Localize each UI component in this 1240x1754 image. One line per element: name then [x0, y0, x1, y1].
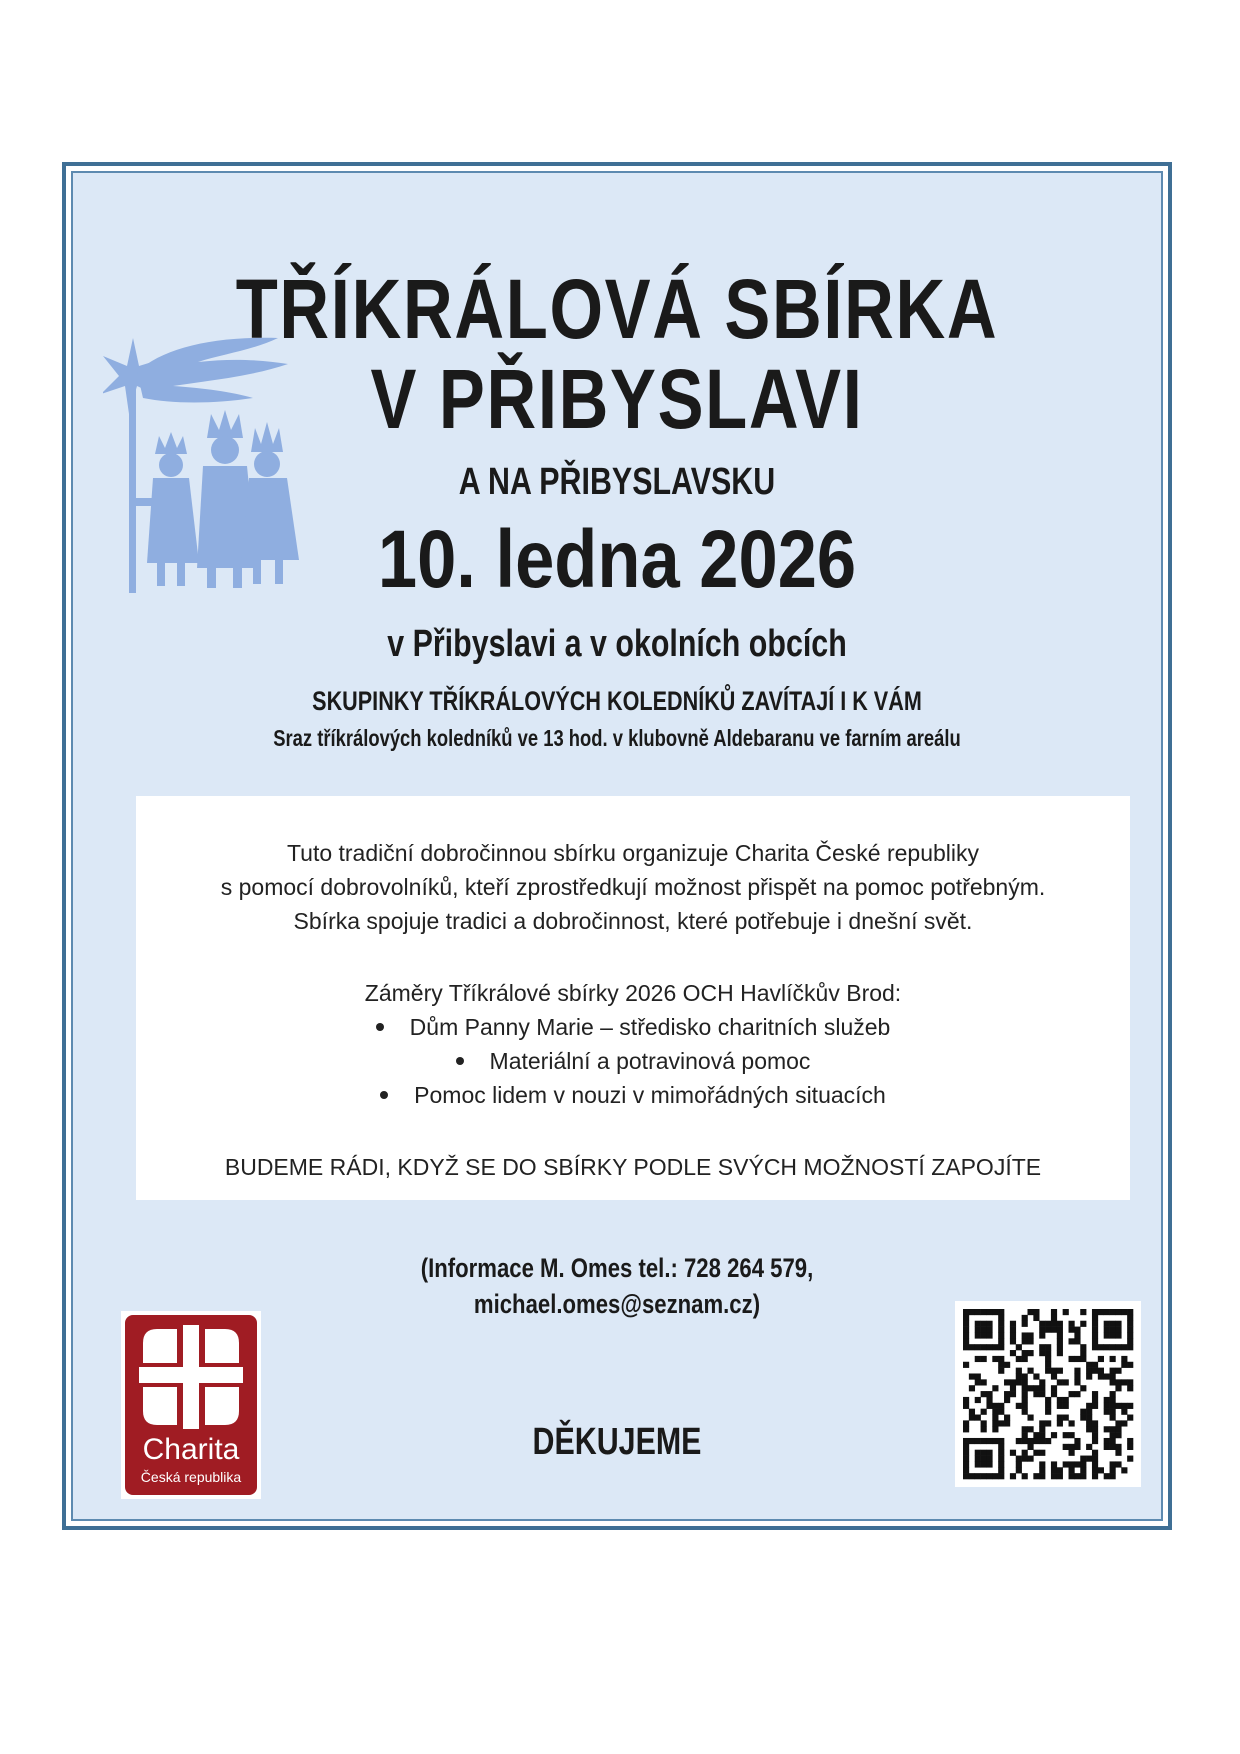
qr-code-icon — [955, 1301, 1141, 1487]
event-place: v Přibyslavi a v okolních obcích — [387, 623, 847, 665]
list-item — [136, 1078, 1130, 1112]
intro-line: s pomocí dobrovolníků, kteří zprostředkují možnost přispět na pomoc potřebným. — [220, 874, 1046, 900]
poster-background — [71, 171, 1163, 1521]
qr-code — [955, 1301, 1141, 1487]
aims-list — [136, 1010, 1130, 1112]
intro-paragraph — [136, 836, 1130, 938]
contact-info — [171, 1250, 1063, 1322]
bullet-icon — [376, 1023, 384, 1031]
cross-icon — [125, 1315, 257, 1435]
contact-line-email: michael.omes@seznam.cz) — [473, 1289, 761, 1319]
bullet-icon — [456, 1057, 464, 1065]
list-item — [136, 1010, 1130, 1044]
poster-subtitle: A NA PŘIBYSLAVSKU — [458, 461, 776, 503]
meeting-info: Sraz tříkrálových koledníků ve 13 hod. v klubovně Aldebaranu ve farním areálu — [273, 725, 961, 751]
intro-line: Sbírka spojuje tradici a dobročinnost, které potřebuje i dnešní svět. — [293, 908, 973, 934]
aims-heading: Záměry Tříkrálové sbírky 2026 OCH Havlíčkův Brod: — [364, 980, 902, 1006]
aim-label: Materiální a potravinová pomoc — [489, 1048, 811, 1074]
info-box — [136, 796, 1130, 1200]
aim-label: Dům Panny Marie – středisko charitních služeb — [409, 1014, 891, 1040]
thanks-text: DĚKUJEME — [532, 1421, 702, 1463]
charita-cross-logo — [125, 1315, 257, 1495]
poster-frame — [62, 162, 1172, 1530]
charita-logo — [121, 1311, 261, 1499]
groups-notice: SKUPINKY TŘÍKRÁLOVÝCH KOLEDNÍKŮ ZAVÍTAJÍ I K VÁM — [312, 686, 922, 716]
event-date: 10. ledna 2026 — [377, 514, 857, 605]
poster-title-line1: TŘÍKRÁLOVÁ SBÍRKA — [235, 262, 999, 356]
list-item — [136, 1044, 1130, 1078]
call-to-action: BUDEME RÁDI, KDYŽ SE DO SBÍRKY PODLE SVÝCH MOŽNOSTÍ ZAPOJÍTE — [224, 1154, 1042, 1180]
logo-country: Česká republika — [140, 1469, 242, 1485]
bullet-icon — [380, 1091, 388, 1099]
poster-title-line2: V PŘIBYSLAVI — [370, 352, 864, 446]
aim-label: Pomoc lidem v nouzi v mimořádných situacích — [414, 1082, 886, 1108]
aims-section — [136, 976, 1130, 1112]
contact-line-phone: (Informace M. Omes tel.: 728 264 579, — [420, 1253, 814, 1283]
logo-name: Charita — [142, 1433, 240, 1466]
intro-line: Tuto tradiční dobročinnou sbírku organizuje Charita České republiky — [286, 840, 980, 866]
